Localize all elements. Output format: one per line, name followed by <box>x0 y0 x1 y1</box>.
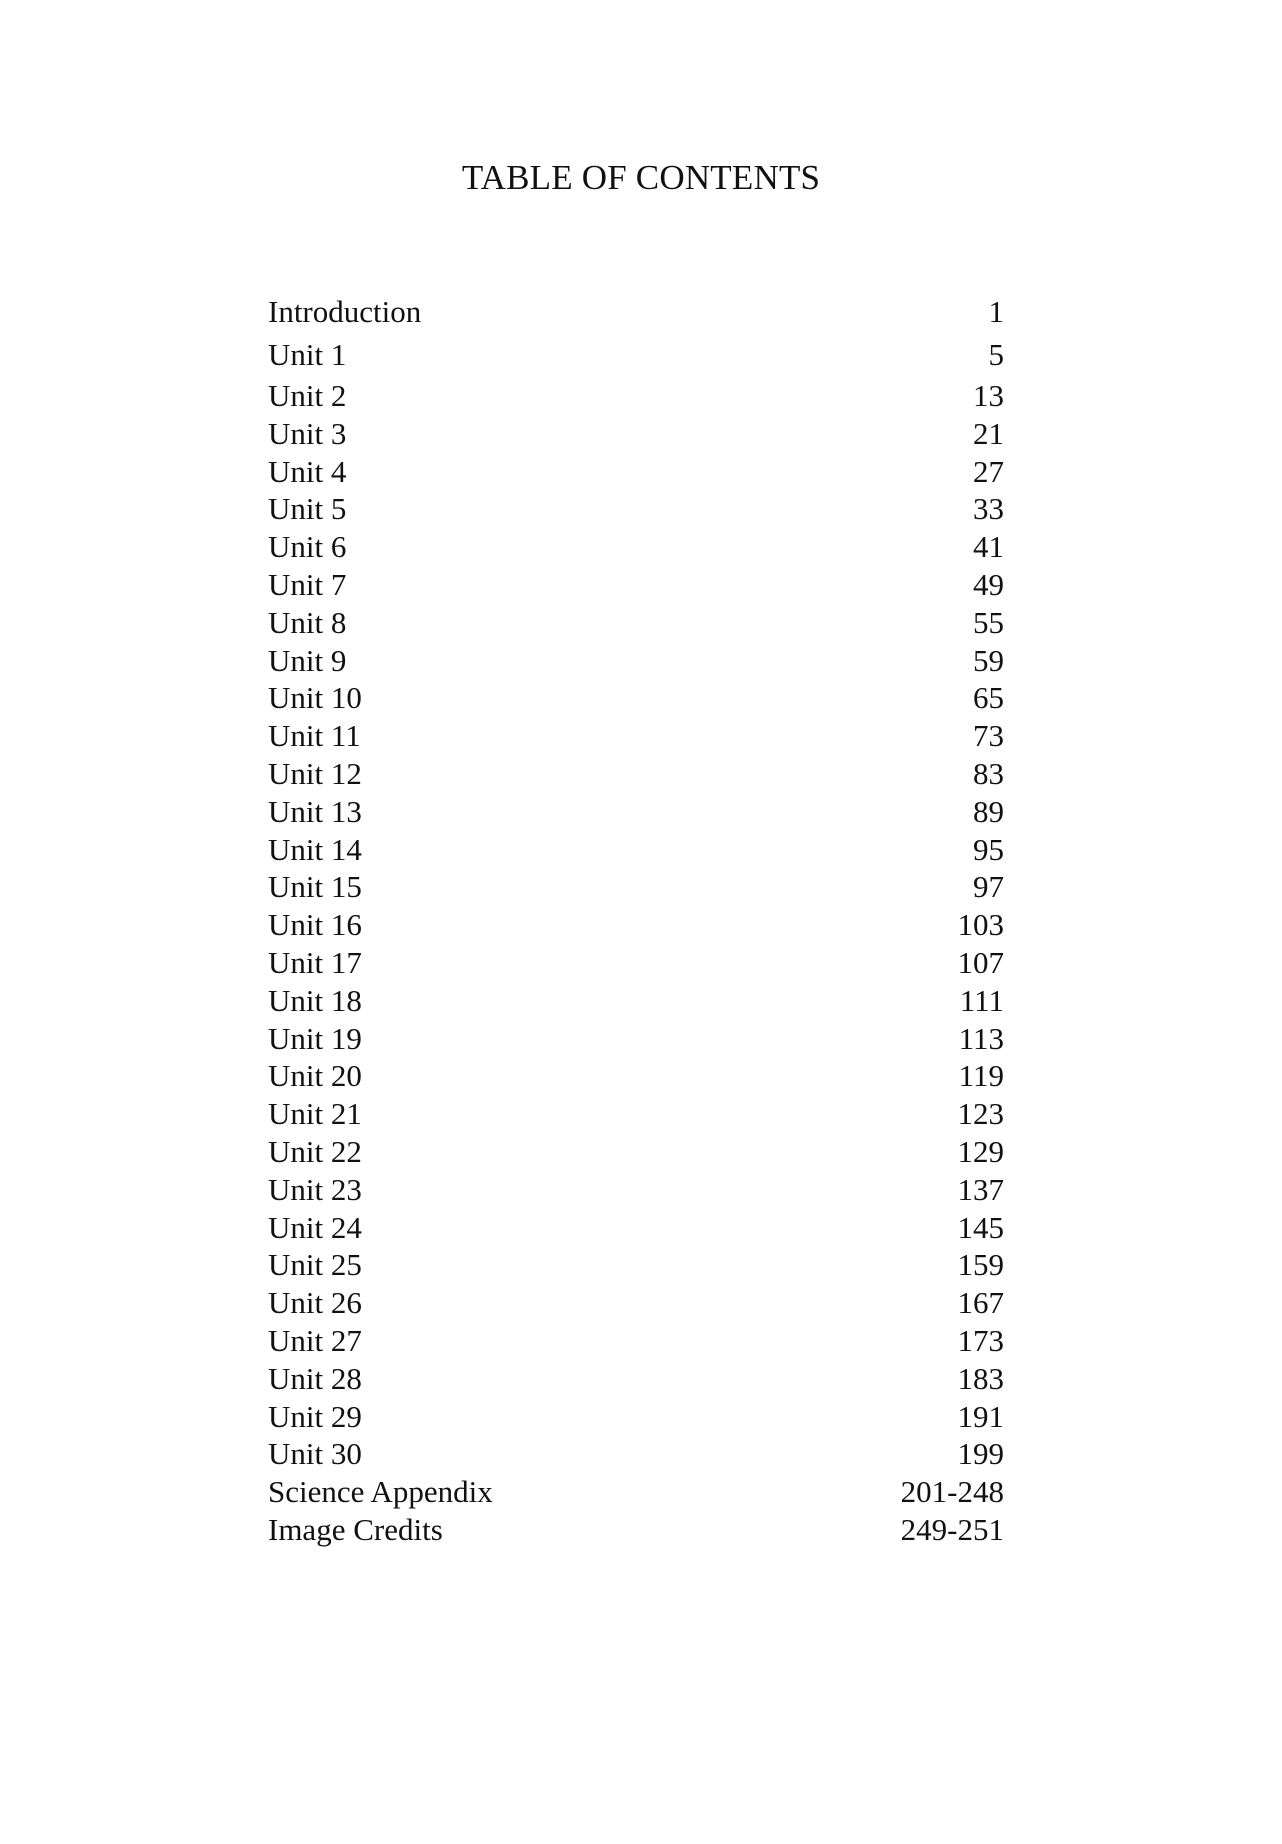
toc-entry-page: 89 <box>973 793 1004 829</box>
toc-entry-label: Unit 12 <box>268 755 362 791</box>
toc-entry <box>268 1435 1004 1473</box>
toc-entry-page: 111 <box>959 982 1004 1018</box>
toc-entry-label: Science Appendix <box>268 1474 493 1510</box>
toc-entry-page: 55 <box>973 604 1004 640</box>
toc-entry-label: Unit 13 <box>268 793 362 829</box>
toc-entry-page: 201-248 <box>900 1474 1004 1510</box>
toc-entry-page: 59 <box>973 642 1004 678</box>
toc-entry-page: 123 <box>957 1096 1004 1132</box>
toc-entry-page: 119 <box>958 1058 1004 1094</box>
toc-entry-label: Unit 17 <box>268 944 362 980</box>
toc-entry-label: Unit 29 <box>268 1398 362 1434</box>
toc-entry <box>268 982 1004 1020</box>
toc-entry-page: 191 <box>957 1398 1004 1434</box>
toc-entry <box>268 793 1004 831</box>
toc-entry <box>268 755 1004 793</box>
toc-entry <box>268 1171 1004 1209</box>
toc-entry-label: Unit 14 <box>268 831 362 867</box>
toc-entry <box>268 528 1004 566</box>
toc-entry-label: Unit 26 <box>268 1285 362 1321</box>
toc-entry-page: 145 <box>957 1209 1004 1245</box>
toc-entry-label: Unit 27 <box>268 1322 362 1358</box>
toc-entry-label: Unit 8 <box>268 604 347 640</box>
toc-entry <box>268 1360 1004 1398</box>
toc-entry-label: Unit 19 <box>268 1020 362 1056</box>
page-title: TABLE OF CONTENTS <box>461 158 821 197</box>
toc-entry-label: Introduction <box>268 294 422 329</box>
toc-entry <box>268 604 1004 642</box>
toc-entry-page: 33 <box>973 491 1004 527</box>
toc-entry <box>268 1511 1004 1549</box>
toc-entry-label: Unit 24 <box>268 1209 362 1245</box>
toc-entry-label: Unit 22 <box>268 1133 362 1169</box>
toc-entry-page: 129 <box>957 1133 1004 1169</box>
toc-entry-page: 1 <box>988 294 1004 329</box>
toc-entry-label: Unit 18 <box>268 982 362 1018</box>
toc-entry-label: Unit 5 <box>268 491 347 527</box>
toc-entry <box>268 1398 1004 1436</box>
toc-entry <box>268 1209 1004 1247</box>
toc-entry <box>268 831 1004 869</box>
toc-entry-page: 173 <box>957 1322 1004 1358</box>
toc-entry <box>268 377 1004 415</box>
toc-entry-page: 103 <box>957 907 1004 943</box>
toc-entry-page: 27 <box>973 453 1004 489</box>
toc-entry-label: Unit 15 <box>268 869 362 905</box>
toc-entry-label: Unit 25 <box>268 1247 362 1283</box>
toc-entry-label: Image Credits <box>268 1511 443 1547</box>
toc-entry <box>268 290 1004 333</box>
toc-entry-label: Unit 23 <box>268 1171 362 1207</box>
toc-entry <box>268 642 1004 680</box>
toc-entry-page: 95 <box>973 831 1004 867</box>
toc-entry <box>268 453 1004 491</box>
toc-entry <box>268 490 1004 528</box>
toc-entry <box>268 1133 1004 1171</box>
toc-entry-page: 107 <box>957 944 1004 980</box>
toc-entry-page: 159 <box>957 1247 1004 1283</box>
toc-entry <box>268 868 1004 906</box>
toc-entry-page: 167 <box>957 1285 1004 1321</box>
toc-entry-page: 183 <box>957 1360 1004 1396</box>
toc-entry <box>268 1246 1004 1284</box>
toc-entry-label: Unit 6 <box>268 529 347 565</box>
toc-entry <box>268 1020 1004 1058</box>
toc-entry <box>268 1473 1004 1511</box>
toc-entry <box>268 1284 1004 1322</box>
toc-entry-label: Unit 4 <box>268 453 347 489</box>
toc-entry-page: 97 <box>973 869 1004 905</box>
toc-entry-label: Unit 28 <box>268 1360 362 1396</box>
toc-entry-page: 249-251 <box>900 1511 1004 1547</box>
toc-entry-label: Unit 20 <box>268 1058 362 1094</box>
toc-entry <box>268 415 1004 453</box>
toc-entry-label: Unit 21 <box>268 1096 362 1132</box>
toc-entry-page: 21 <box>973 415 1004 451</box>
toc-entry <box>268 566 1004 604</box>
toc-entry-page: 13 <box>973 378 1004 413</box>
toc-entry-page: 73 <box>973 718 1004 754</box>
toc-entry <box>268 333 1004 377</box>
toc-entry-label: Unit 1 <box>268 337 347 372</box>
toc-entry <box>268 679 1004 717</box>
toc-entry-label: Unit 30 <box>268 1436 362 1472</box>
toc-entry-page: 199 <box>957 1436 1004 1472</box>
toc-entry-label: Unit 2 <box>268 378 347 413</box>
toc-entry <box>268 906 1004 944</box>
toc-entry-page: 137 <box>957 1171 1004 1207</box>
toc-entry-label: Unit 3 <box>268 415 347 451</box>
toc-entry-label: Unit 16 <box>268 907 362 943</box>
toc-entry <box>268 1095 1004 1133</box>
toc-entry <box>268 944 1004 982</box>
toc-entry <box>268 1057 1004 1095</box>
toc-entry-label: Unit 7 <box>268 566 347 602</box>
toc-entry-page: 65 <box>973 680 1004 716</box>
toc-entry-page: 49 <box>973 566 1004 602</box>
toc-entry-label: Unit 9 <box>268 642 347 678</box>
toc-entry-page: 41 <box>973 529 1004 565</box>
toc-entry <box>268 717 1004 755</box>
toc-entry-page: 5 <box>988 337 1004 372</box>
toc-entry-page: 83 <box>973 755 1004 791</box>
toc-entry-page: 113 <box>958 1020 1004 1056</box>
toc-entry-label: Unit 10 <box>268 680 362 716</box>
toc-entry-label: Unit 11 <box>268 718 361 754</box>
toc-entry <box>268 1322 1004 1360</box>
table-of-contents <box>268 290 1004 1549</box>
